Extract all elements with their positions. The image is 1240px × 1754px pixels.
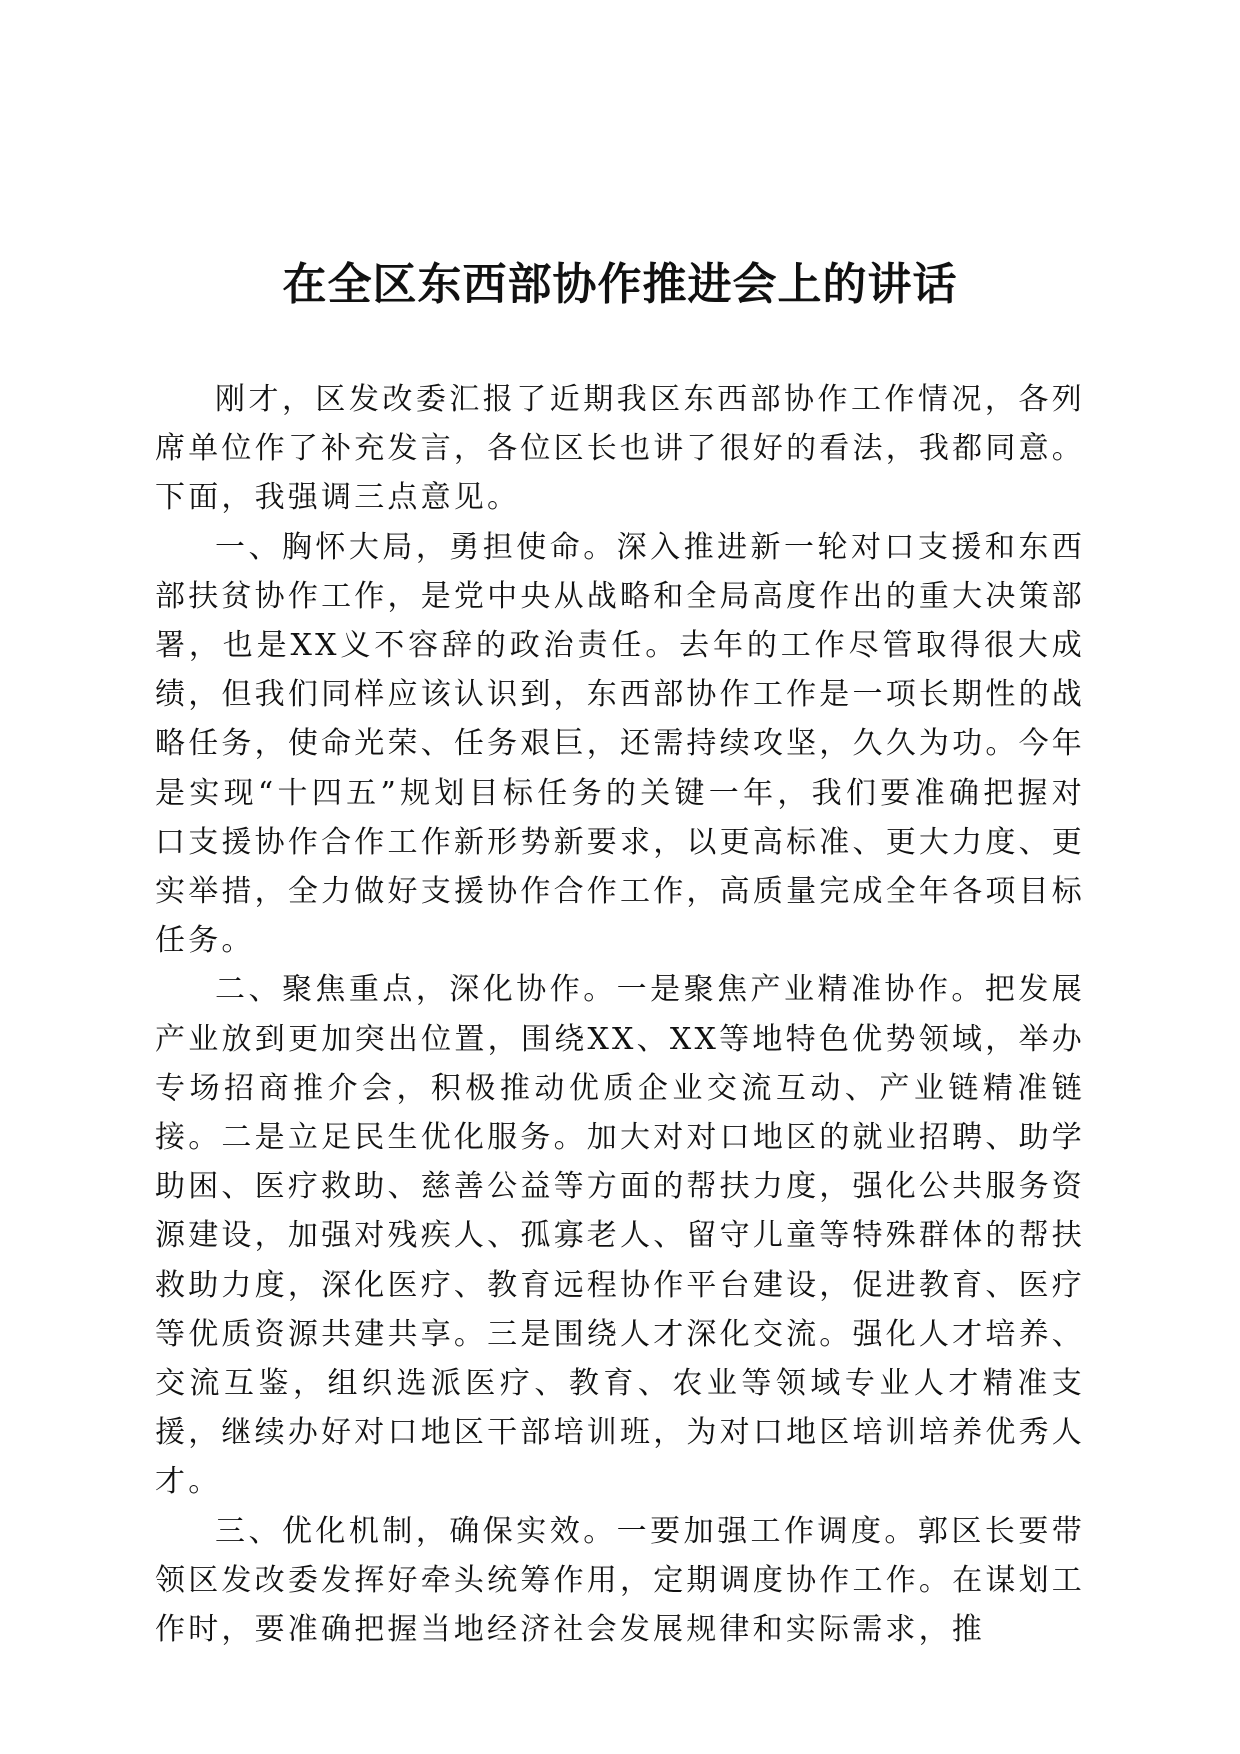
paragraph-intro: 刚才，区发改委汇报了近期我区东西部协作工作情况，各列席单位作了补充发言，各位区长也讲了很好的看法，我都同意。下面，我强调三点意见。 — [155, 382, 1085, 516]
document-body — [155, 375, 1085, 1654]
document-title: 在全区东西部协作推进会上的讲话 — [282, 259, 958, 310]
paragraph-point-one: 一、胸怀大局，勇担使命。深入推进新一轮对口支援和东西部扶贫协作工作，是党中央从战略和全局高度作出的重大决策部署，也是XX义不容辞的政治责任。去年的工作尽管取得很大成绩，但我们同样应该认识到，东西部协作工作是一项长期性的战略任务，使命光荣、任务艰巨，还需持续攻坚，久久为功。今年是实现“十四五”规划目标任务的关键一年，我们要准确把握对口支援协作合作工作新形势新要求，以更高标准、更大力度、更实举措，全力做好支援协作合作工作，高质量完成全年各项目标任务。 — [155, 529, 1085, 959]
paragraph-point-three: 三、优化机制，确保实效。一要加强工作调度。郭区长要带领区发改委发挥好牵头统筹作用，定期调度协作工作。在谋划工作时，要准确把握当地经济社会发展规律和实际需求，推 — [155, 1513, 1085, 1648]
paragraph-point-two: 二、聚焦重点，深化协作。一是聚焦产业精准协作。把发展产业放到更加突出位置，围绕XX、XX等地特色优势领域，举办专场招商推介会，积极推动优质企业交流互动、产业链精准链接。二是立足民生优化服务。加大对对口地区的就业招聘、助学助困、医疗救助、慈善公益等方面的帮扶力度，强化公共服务资源建设，加强对残疾人、孤寡老人、留守儿童等特殊群体的帮扶救助力度，深化医疗、教育远程协作平台建设，促进教育、医疗等优质资源共建共享。三是围绕人才深化交流。强化人才培养、交流互鉴，组织选派医疗、教育、农业等领域专业人才精准支援，继续办好对口地区干部培训班，为对口地区培训培养优秀人才。 — [155, 972, 1085, 1500]
